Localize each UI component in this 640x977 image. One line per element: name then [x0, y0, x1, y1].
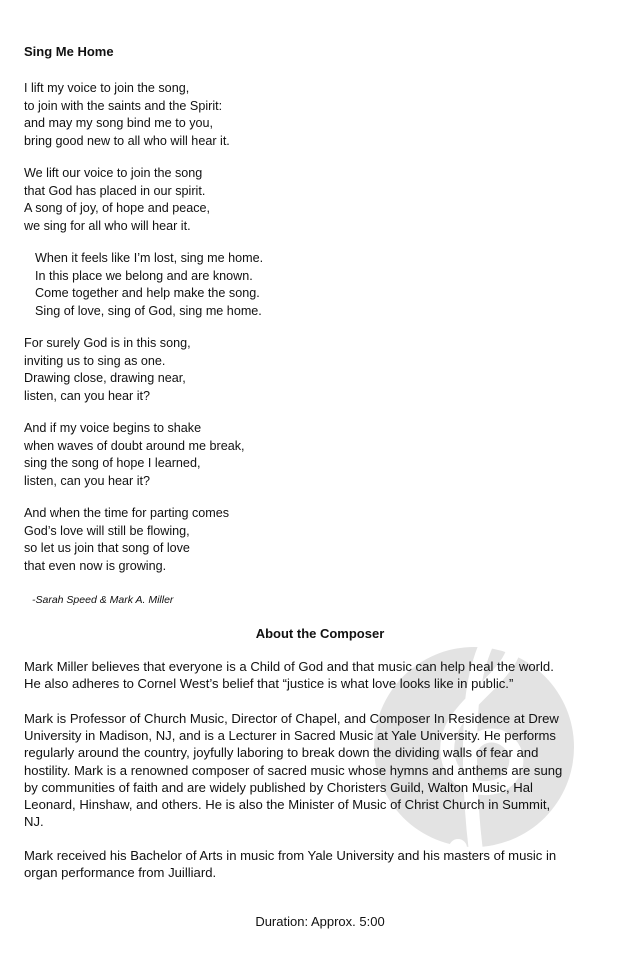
lyric-line: We lift our voice to join the song: [24, 166, 203, 180]
paragraph-line: Mark received his Bachelor of Arts in music from Yale University and his masters of music in: [24, 848, 557, 863]
paragraph-line: regularly around the country, joyfully laboring to break down the dividing walls of fear and: [24, 745, 539, 761]
paragraph-line: He also adheres to Cornel West’s belief that “justice is what love looks like in public.”: [24, 676, 514, 692]
lyric-line: so let us join that song of love: [24, 541, 190, 556]
duration-text: Duration: Approx. 5:00: [255, 914, 385, 929]
refrain: [35, 250, 263, 320]
lyric-line: inviting us to sing as one.: [24, 353, 166, 368]
about-paragraph-2: [24, 710, 634, 830]
lyric-line: Come together and help make the song.: [35, 286, 260, 301]
lyric-line: that even now is growing.: [24, 558, 167, 573]
paragraph-line: University in Madison, NJ, and is a Lecturer in Sacred Music at Yale University. He performs: [24, 728, 556, 744]
about-composer-heading: About the Composer: [255, 626, 385, 641]
lyric-line: we sing for all who will hear it.: [24, 218, 191, 233]
paragraph-line: organ performance from Juilliard.: [24, 865, 217, 881]
lyric-line: listen, can you hear it?: [24, 473, 151, 488]
paragraph-line: hostility. Mark is a renowned composer of sacred music whose hymns and anthems are sung: [24, 762, 563, 778]
lyric-line: I lift my voice to join the song,: [24, 81, 190, 95]
lyric-line: and may my song bind me to you,: [24, 116, 214, 131]
paragraph-line: NJ.: [24, 814, 44, 830]
paragraph-line: Mark Miller believes that everyone is a Child of God and that music can help heal the world.: [24, 659, 554, 674]
about-paragraph-1: [24, 658, 634, 692]
lyric-line: Drawing close, drawing near,: [24, 371, 186, 386]
lyric-line: A song of joy, of hope and peace,: [24, 201, 211, 216]
paragraph-line: by communities of faith and are widely published by Choristers Guild, Walton Music, Hal: [24, 779, 533, 795]
lyric-line: bring good new to all who will hear it.: [24, 133, 230, 148]
song-credit: -Sarah Speed & Mark A. Miller: [32, 594, 174, 606]
stanza-2: [24, 165, 210, 235]
stanza-3: [24, 335, 191, 405]
about-paragraph-3: [24, 847, 634, 881]
lyric-line: Sing of love, sing of God, sing me home.: [35, 303, 262, 318]
lyric-line: And when the time for parting comes: [24, 506, 230, 520]
stanza-5: [24, 505, 229, 575]
lyric-line: In this place we belong and are known.: [35, 268, 253, 283]
lyric-line: For surely God is in this song,: [24, 336, 191, 350]
paragraph-line: Mark is Professor of Church Music, Director of Chapel, and Composer In Residence at Drew: [24, 711, 559, 726]
lyric-line: When it feels like I’m lost, sing me home.: [35, 251, 264, 265]
lyric-line: to join with the saints and the Spirit:: [24, 98, 223, 113]
lyric-line: God’s love will still be flowing,: [24, 523, 190, 538]
lyric-line: listen, can you hear it?: [24, 388, 151, 403]
lyric-line: sing the song of hope I learned,: [24, 456, 201, 471]
paragraph-line: Leonard, Hinshaw, and others. He is also the Minister of Music of Christ Church in Summit,: [24, 797, 551, 813]
stanza-1: [24, 80, 230, 150]
lyric-line: And if my voice begins to shake: [24, 421, 202, 435]
lyric-line: that God has placed in our spirit.: [24, 183, 206, 198]
song-title: Sing Me Home: [24, 44, 114, 59]
lyric-line: when waves of doubt around me break,: [24, 438, 245, 453]
stanza-4: [24, 420, 245, 490]
